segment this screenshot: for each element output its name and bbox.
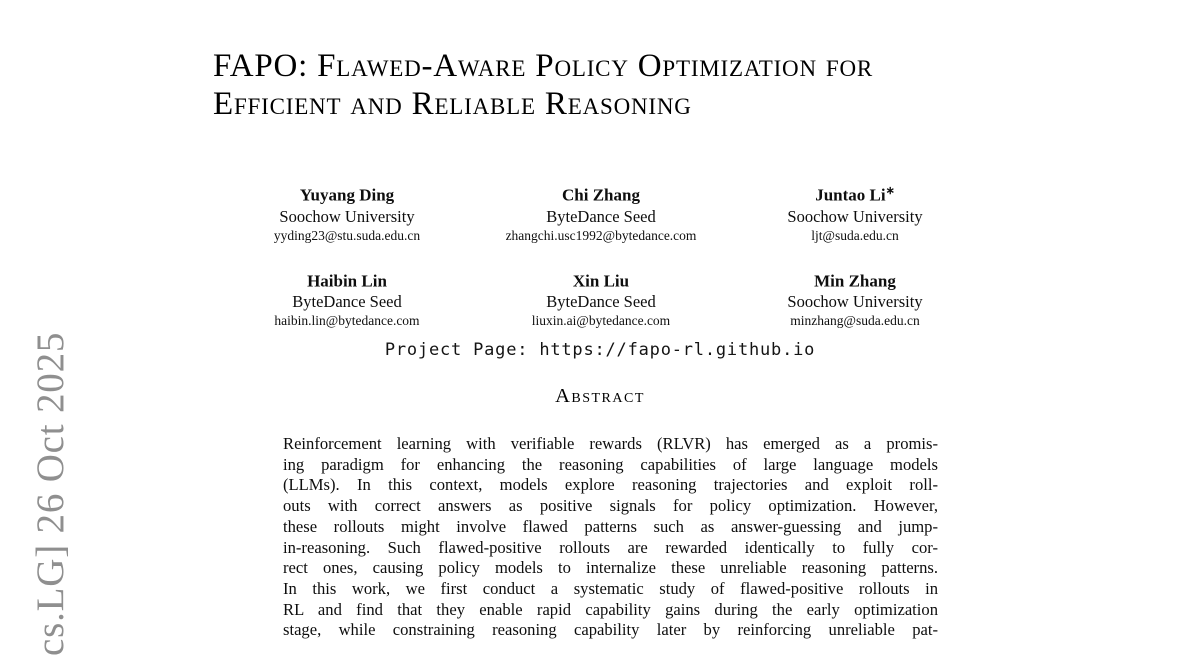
author-name: Chi Zhang — [562, 185, 640, 205]
author-affiliation: ByteDance Seed — [546, 206, 656, 226]
abstract-body — [283, 434, 938, 641]
arxiv-stamp: cs.LG] 26 Oct 2025 — [29, 331, 72, 656]
author-name: Min Zhang — [814, 271, 896, 291]
project-page-label: Project Page: — [384, 340, 540, 360]
author-email: yyding23@stu.suda.edu.cn — [273, 227, 421, 243]
paper-title-line1: FAPO: Flawed-Aware Policy Optimization for — [213, 48, 874, 84]
abstract-line: rect ones, causing policy models to internalize these unreliable reasoning patterns. — [283, 558, 938, 578]
abstract-line: outs with correct answers as positive signals for policy optimization. However, — [283, 496, 938, 516]
author-card — [735, 181, 975, 244]
author-name: Haibin Lin — [307, 271, 387, 291]
author-affiliation: Soochow University — [279, 206, 415, 226]
author-footnote-marker: ∗ — [885, 185, 895, 197]
author-card — [227, 181, 467, 244]
author-name: Xin Liu — [572, 271, 630, 291]
author-affiliation: Soochow University — [787, 292, 923, 312]
abstract-line: RL and find that they enable rapid capability gains during the early optimization — [283, 599, 938, 619]
project-page-link[interactable]: https://fapo-rl.github.io — [539, 340, 816, 360]
author-name: Juntao Li∗ — [815, 185, 895, 205]
author-block — [227, 181, 975, 329]
author-email: minzhang@suda.edu.cn — [790, 313, 920, 329]
abstract-line: (LLMs). In this context, models explore reasoning trajectories and exploit roll- — [283, 475, 938, 495]
author-card — [227, 267, 467, 330]
abstract-heading: Abstract — [555, 385, 645, 407]
author-affiliation: Soochow University — [787, 206, 923, 226]
abstract-line: in-reasoning. Such flawed-positive rollouts are rewarded identically to fully cor- — [283, 537, 938, 557]
author-card — [481, 181, 721, 244]
author-email: zhangchi.usc1992@bytedance.com — [505, 227, 697, 243]
project-page-line — [0, 340, 1200, 360]
author-card — [481, 267, 721, 330]
author-email: ljt@suda.edu.cn — [811, 227, 899, 243]
abstract-line: stage, while constraining reasoning capability later by reinforcing unreliable pat- — [283, 620, 938, 640]
abstract-line: In this work, we first conduct a systematic study of flawed-positive rollouts in — [283, 578, 938, 598]
abstract-line: Reinforcement learning with verifiable rewards (RLVR) has emerged as a promis- — [283, 434, 938, 453]
author-name: Yuyang Ding — [299, 185, 395, 205]
author-email: liuxin.ai@bytedance.com — [531, 313, 671, 329]
author-affiliation: ByteDance Seed — [546, 292, 656, 312]
author-affiliation: ByteDance Seed — [292, 292, 402, 312]
abstract-line: these rollouts might involve flawed patterns such as answer-guessing and jump- — [283, 516, 938, 536]
abstract-line: ing paradigm for enhancing the reasoning capabilities of large language models — [283, 454, 938, 474]
author-email: haibin.lin@bytedance.com — [274, 313, 420, 329]
author-card — [735, 267, 975, 330]
paper-title-line2: Efficient and Reliable Reasoning — [213, 86, 692, 122]
paper-title — [213, 47, 1033, 123]
